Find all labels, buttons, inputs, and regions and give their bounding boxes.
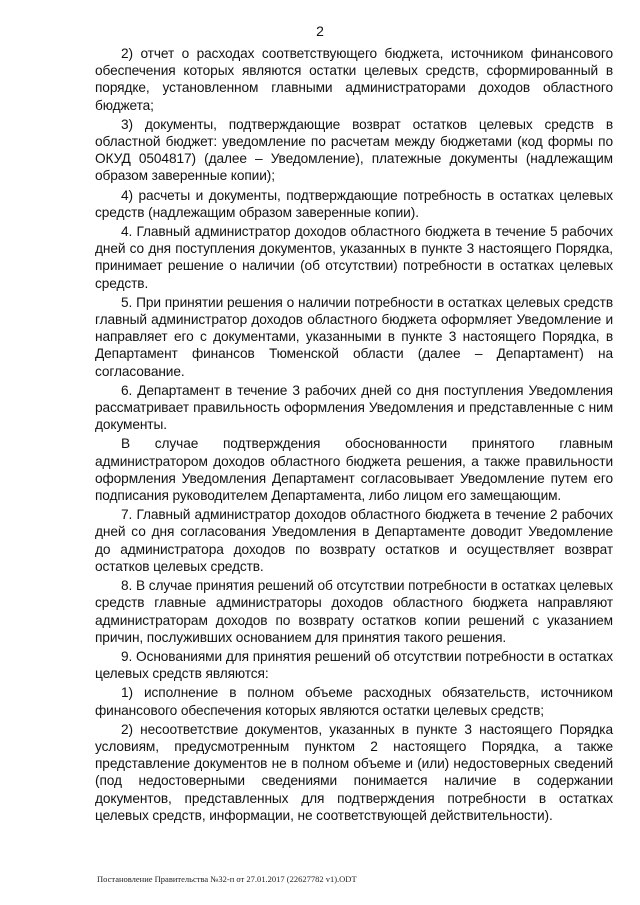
paragraph-clause-6-approval: В случае подтверждения обоснованности принятого главным администратором доходов областного бюджета решения, а также правильности оформления Уведомления Департамент согласовывает Уведомление путем его подписания руководителем Департамента, либо лицом его замещающим. — [95, 436, 613, 504]
document-body — [95, 45, 613, 826]
paragraph-clause-9-item-1: 1) исполнение в полном объеме расходных обязательств, источником финансового обеспечения которых являются остатки целевых средств; — [95, 685, 613, 718]
paragraph-clause-9: 9. Основаниями для принятия решений об отсутствии потребности в остатках целевых средств являются: — [95, 648, 613, 682]
page-number: 2 — [316, 23, 324, 39]
paragraph-clause-7: 7. Главный администратор доходов областного бюджета в течение 2 рабочих дней со дня согласования Уведомления в Департаменте доводит Уведомление до администратора доходов по возврату остатков и осуществляет возврат остатков целевых средств. — [95, 507, 613, 574]
paragraph-item-2-report: 2) отчет о расходах соответствующего бюджета, источником финансового обеспечения которых являются остатки целевых средств, сформированный в порядке, установленном главными администраторами доходов областного бюджета; — [95, 46, 613, 113]
paragraph-clause-5: 5. При принятии решения о наличии потребности в остатках целевых средств главный администратор доходов областного бюджета оформляет Уведомление и направляет его с документами, указанными в пункте 3 настоящего Порядка, в Департамент финансов Тюменской области (далее – Департамент) на согласование. — [95, 294, 613, 379]
paragraph-clause-4: 4. Главный администратор доходов областного бюджета в течение 5 рабочих дней со дня поступления документов, указанных в пункте 3 настоящего Порядка, принимает решение о наличии (об отсутствии) потребности в остатках целевых средств. — [95, 224, 613, 291]
document-footer: Постановление Правительства №32-п от 27.01.2017 (22627782 v1).ODT — [97, 874, 357, 884]
paragraph-item-4-calculations: 4) расчеты и документы, подтверждающие потребность в остатках целевых средств (надлежащим образом заверенные копии). — [95, 187, 613, 220]
paragraph-item-3-documents: 3) документы, подтверждающие возврат остатков целевых средств в областной бюджет: уведомление по расчетам между бюджетами (код формы по ОКУД 0504817) (далее – Уведомление), платежные документы (надлежащим образом заверенные копии); — [95, 116, 613, 184]
paragraph-clause-6: 6. Департамент в течение 3 рабочих дней со дня поступления Уведомления рассматривает правильность оформления Уведомления и представленные с ним документы. — [95, 382, 613, 433]
paragraph-clause-9-item-2: 2) несоответствие документов, указанных в пункте 3 настоящего Порядка условиям, предусмотренным пунктом 2 настоящего Порядка, а также представление документов не в полном объеме и (или) недостоверных сведений (под недостоверными сведениями понимается наличие в содержании документов, представленных для подтверждения потребности в остатках целевых средств, информации, не соответствующей действительности). — [95, 721, 613, 823]
paragraph-clause-8: 8. В случае принятия решений об отсутствии потребности в остатках целевых средств главные администраторы доходов областного бюджета направляют администраторам доходов по возврату остатков копии решений с указанием причин, послуживших основанием для принятия такого решения. — [95, 578, 613, 645]
